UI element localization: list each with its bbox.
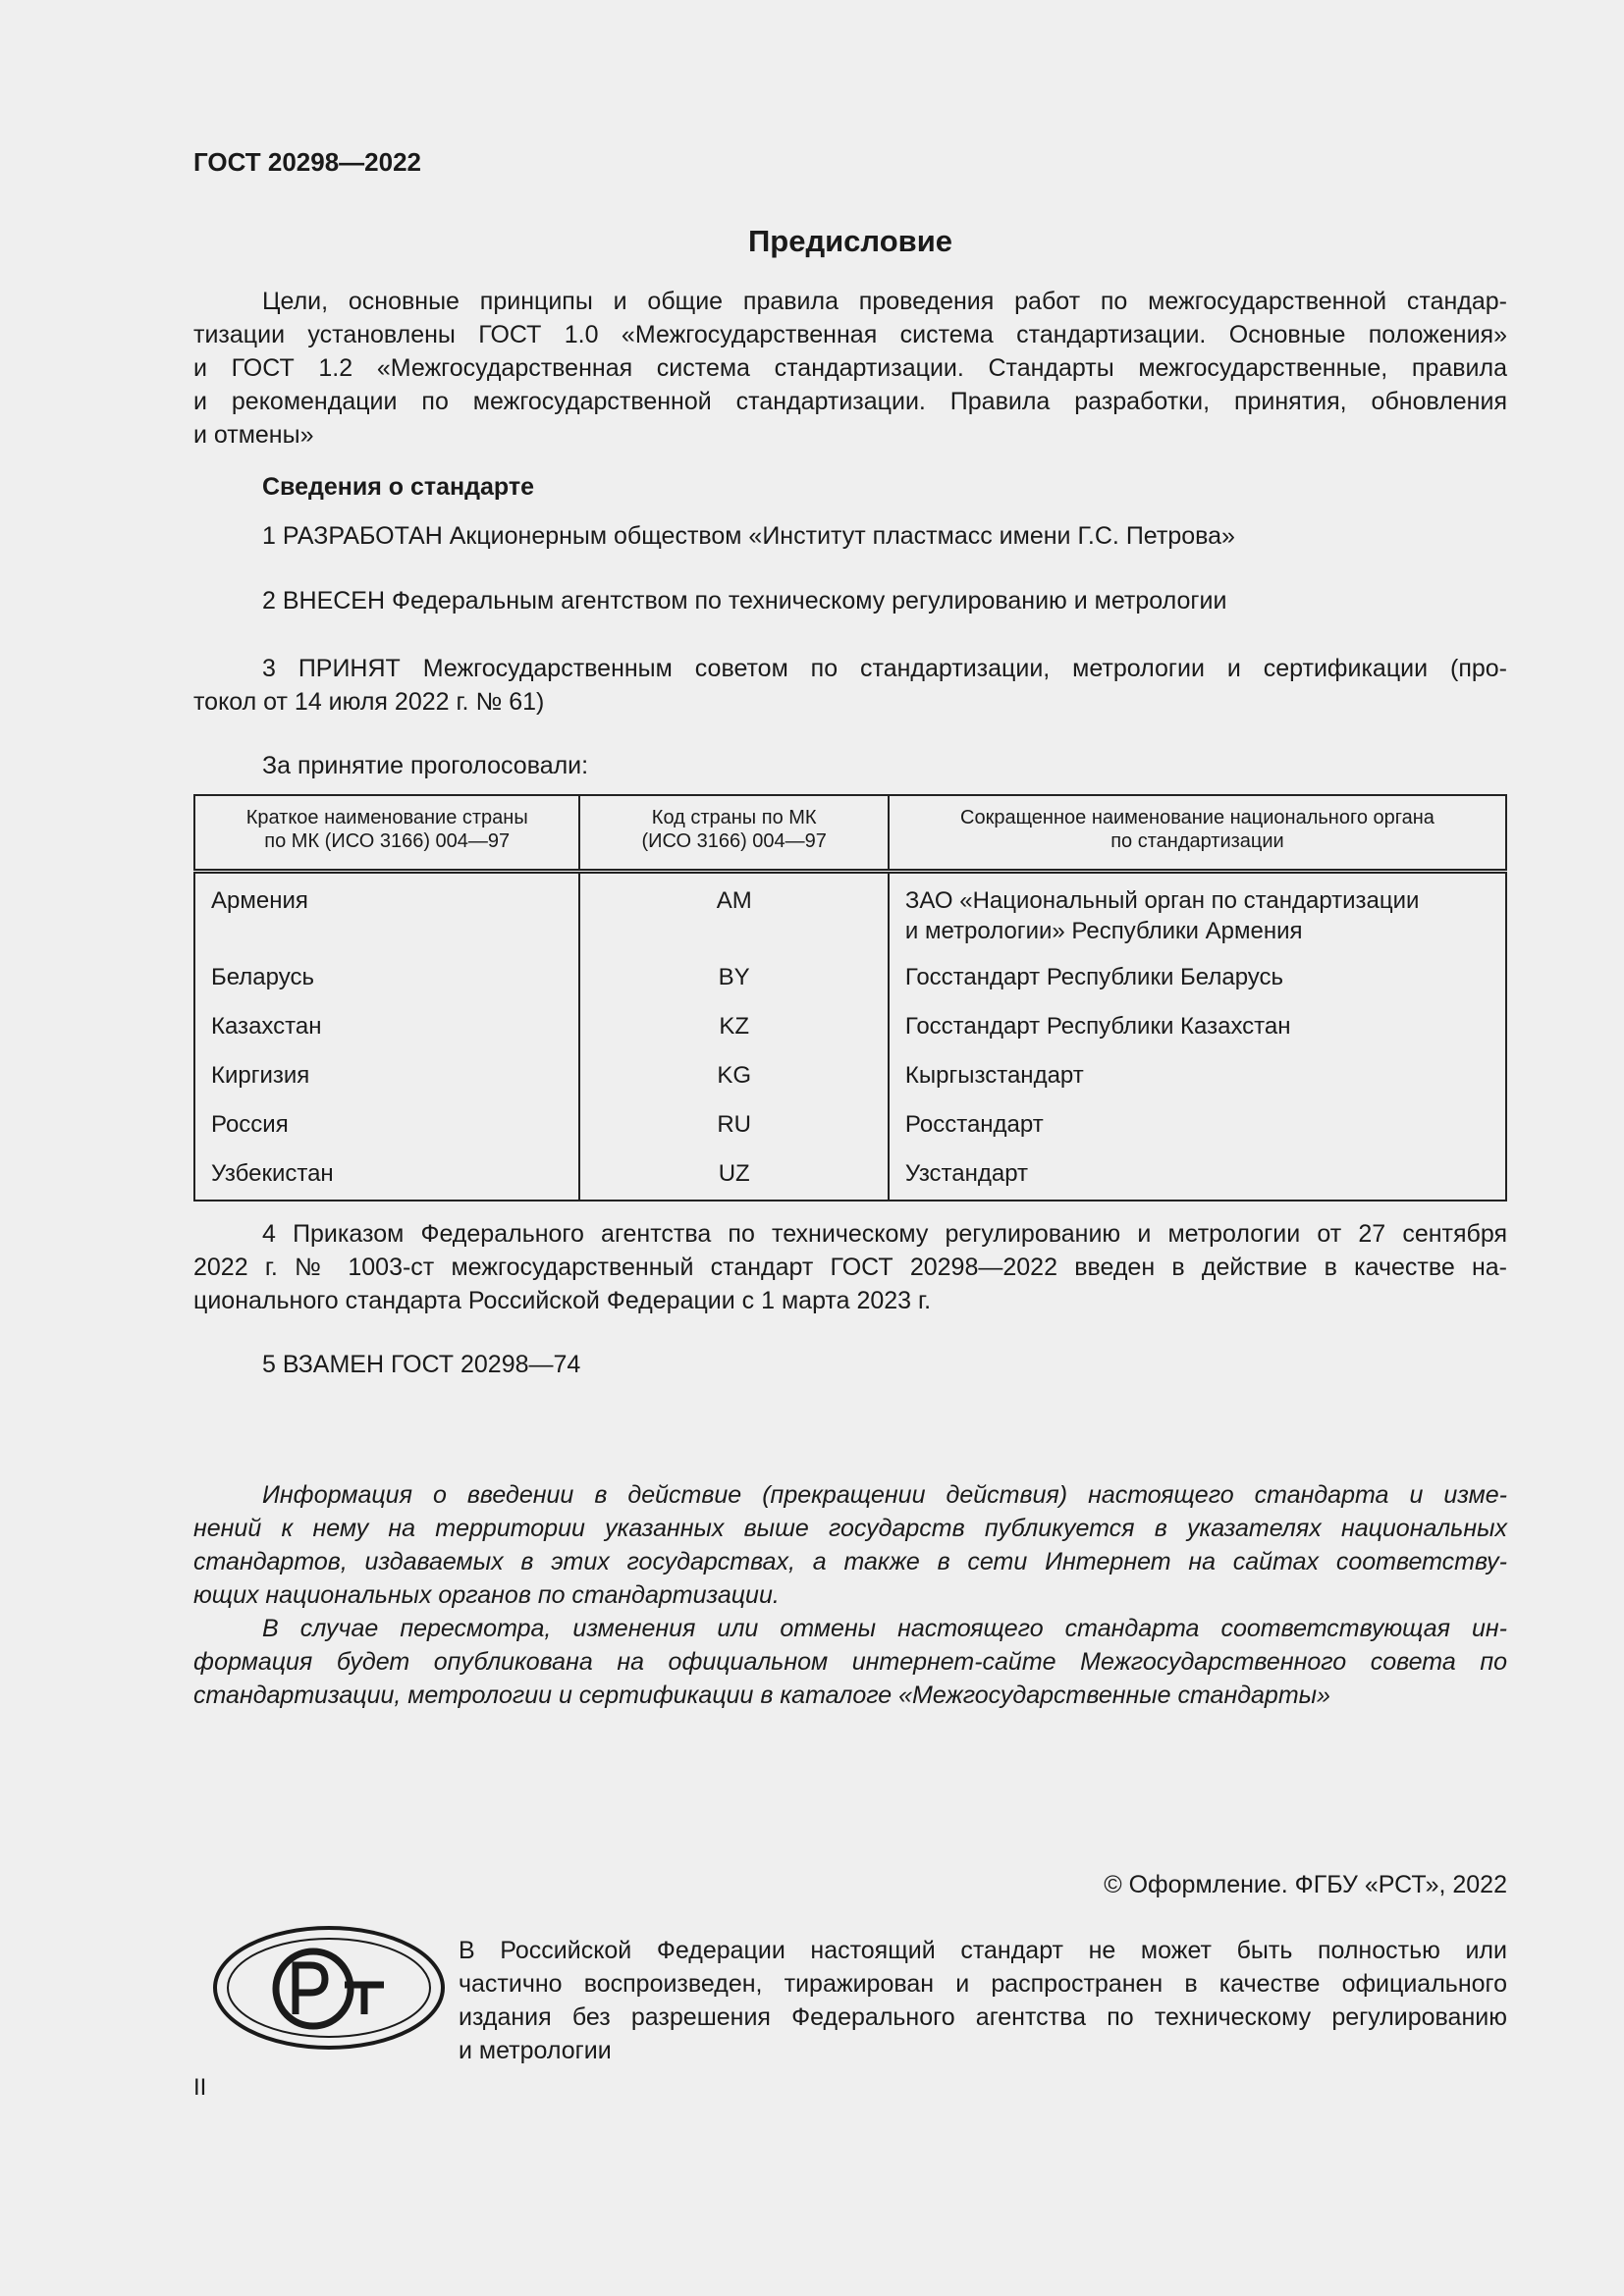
- copyright-notice: [459, 1934, 1507, 2067]
- cell-body: Кыргызстандарт: [889, 1052, 1506, 1101]
- item-order-line: ционального стандарта Российской Федерации с 1 марта 2023 г.: [193, 1287, 932, 1314]
- item-order: [193, 1217, 1507, 1317]
- cell-country: Беларусь: [194, 954, 579, 1003]
- intro-paragraph: [193, 285, 1507, 452]
- cell-body: Госстандарт Республики Беларусь: [889, 954, 1506, 1003]
- rst-logo-icon: [211, 1924, 447, 2056]
- header-country: Краткое наименование страны по МК (ИСО 3166) 004—97: [194, 795, 579, 872]
- table-row: [194, 1150, 1506, 1201]
- item-adopted-line: токол от 14 июля 2022 г. № 61): [193, 688, 545, 716]
- table-row: [194, 1052, 1506, 1101]
- info-heading: Сведения о стандарте: [262, 473, 535, 501]
- cell-body: ЗАО «Национальный орган по стандартизации и метрологии» Республики Армения: [889, 872, 1506, 955]
- cell-code: KG: [579, 1052, 888, 1101]
- note-line: ющих национальных органов по стандартизации.: [193, 1581, 780, 1609]
- page-title: Предисловие: [747, 224, 952, 258]
- cell-code: UZ: [579, 1150, 888, 1201]
- intro-line: и рекомендации по межгосударственной стандартизации. Правила разработки, принятия, обновления: [193, 388, 1507, 415]
- table-row: [194, 1003, 1506, 1052]
- notice-line: издания без разрешения Федерального агентства по техническому регулированию: [459, 2003, 1507, 2031]
- item-replaces: 5 ВЗАМЕН ГОСТ 20298—74: [262, 1351, 581, 1378]
- note-line: стандартов, издаваемых в этих государствах, а также в сети Интернет на сайтах соответству-: [193, 1548, 1507, 1575]
- cell-body: Росстандарт: [889, 1101, 1506, 1150]
- item-adopted-line: 3 ПРИНЯТ Межгосударственным советом по стандартизации, метрологии и сертификации (про-: [262, 655, 1507, 682]
- item-adopted: [193, 652, 1507, 719]
- cell-code: KZ: [579, 1003, 888, 1052]
- header-body: Сокращенное наименование национального органа по стандартизации: [889, 795, 1506, 872]
- cell-code: AM: [579, 872, 888, 955]
- notice-line: В Российской Федерации настоящий стандарт не может быть полностью или: [459, 1937, 1507, 1964]
- info-note-paragraph-1: [193, 1478, 1507, 1612]
- table-header-row: [194, 795, 1506, 872]
- table-row: [194, 872, 1506, 955]
- note-line: В случае пересмотра, изменения или отмены настоящего стандарта соответствующая ин-: [262, 1615, 1507, 1642]
- voting-table: [193, 794, 1507, 1201]
- item-introduced: 2 ВНЕСЕН Федеральным агентством по техническому регулированию и метрологии: [262, 587, 1227, 614]
- cell-body: Узстандарт: [889, 1150, 1506, 1201]
- intro-line: и отмены»: [193, 421, 314, 449]
- note-line: нений к нему на территории указанных выше государств публикуется в указателях национальных: [193, 1515, 1507, 1542]
- intro-line: и ГОСТ 1.2 «Межгосударственная система стандартизации. Стандарты межгосударственные, правила: [193, 354, 1507, 382]
- cell-code: RU: [579, 1101, 888, 1150]
- notice-line: и метрологии: [459, 2037, 612, 2064]
- cell-country: Казахстан: [194, 1003, 579, 1052]
- cell-country: Армения: [194, 872, 579, 955]
- note-line: Информация о введении в действие (прекращении действия) настоящего стандарта и изме-: [262, 1481, 1507, 1509]
- note-line: формация будет опубликована на официальном интернет-сайте Межгосударственного совета по: [193, 1648, 1507, 1676]
- note-line: стандартизации, метрологии и сертификации в каталоге «Межгосударственные стандарты»: [193, 1682, 1330, 1709]
- intro-line: Цели, основные принципы и общие правила проведения работ по межгосударственной стандар-: [262, 288, 1507, 315]
- item-developed: 1 РАЗРАБОТАН Акционерным обществом «Институт пластмасс имени Г.С. Петрова»: [262, 522, 1235, 550]
- cell-code: BY: [579, 954, 888, 1003]
- table-row: [194, 1101, 1506, 1150]
- document-code: ГОСТ 20298—2022: [193, 147, 421, 177]
- intro-line: тизации установлены ГОСТ 1.0 «Межгосударственная система стандартизации. Основные положения»: [193, 321, 1507, 348]
- cell-country: Узбекистан: [194, 1150, 579, 1201]
- info-note-paragraph-2: [193, 1612, 1507, 1712]
- copyright: © Оформление. ФГБУ «РСТ», 2022: [1104, 1871, 1507, 1898]
- header-code: Код страны по МК (ИСО 3166) 004—97: [579, 795, 888, 872]
- voted-label: За принятие проголосовали:: [262, 752, 589, 779]
- notice-line: частично воспроизведен, тиражирован и распространен в качестве официального: [459, 1970, 1507, 1998]
- table-row: [194, 954, 1506, 1003]
- cell-country: Киргизия: [194, 1052, 579, 1101]
- cell-body: Госстандарт Республики Казахстан: [889, 1003, 1506, 1052]
- page-number: II: [193, 2074, 207, 2101]
- item-order-line: 2022 г. № 1003-ст межгосударственный стандарт ГОСТ 20298—2022 введен в действие в качестве на-: [193, 1254, 1507, 1281]
- cell-country: Россия: [194, 1101, 579, 1150]
- item-order-line: 4 Приказом Федерального агентства по техническому регулированию и метрологии от 27 сентября: [262, 1220, 1507, 1248]
